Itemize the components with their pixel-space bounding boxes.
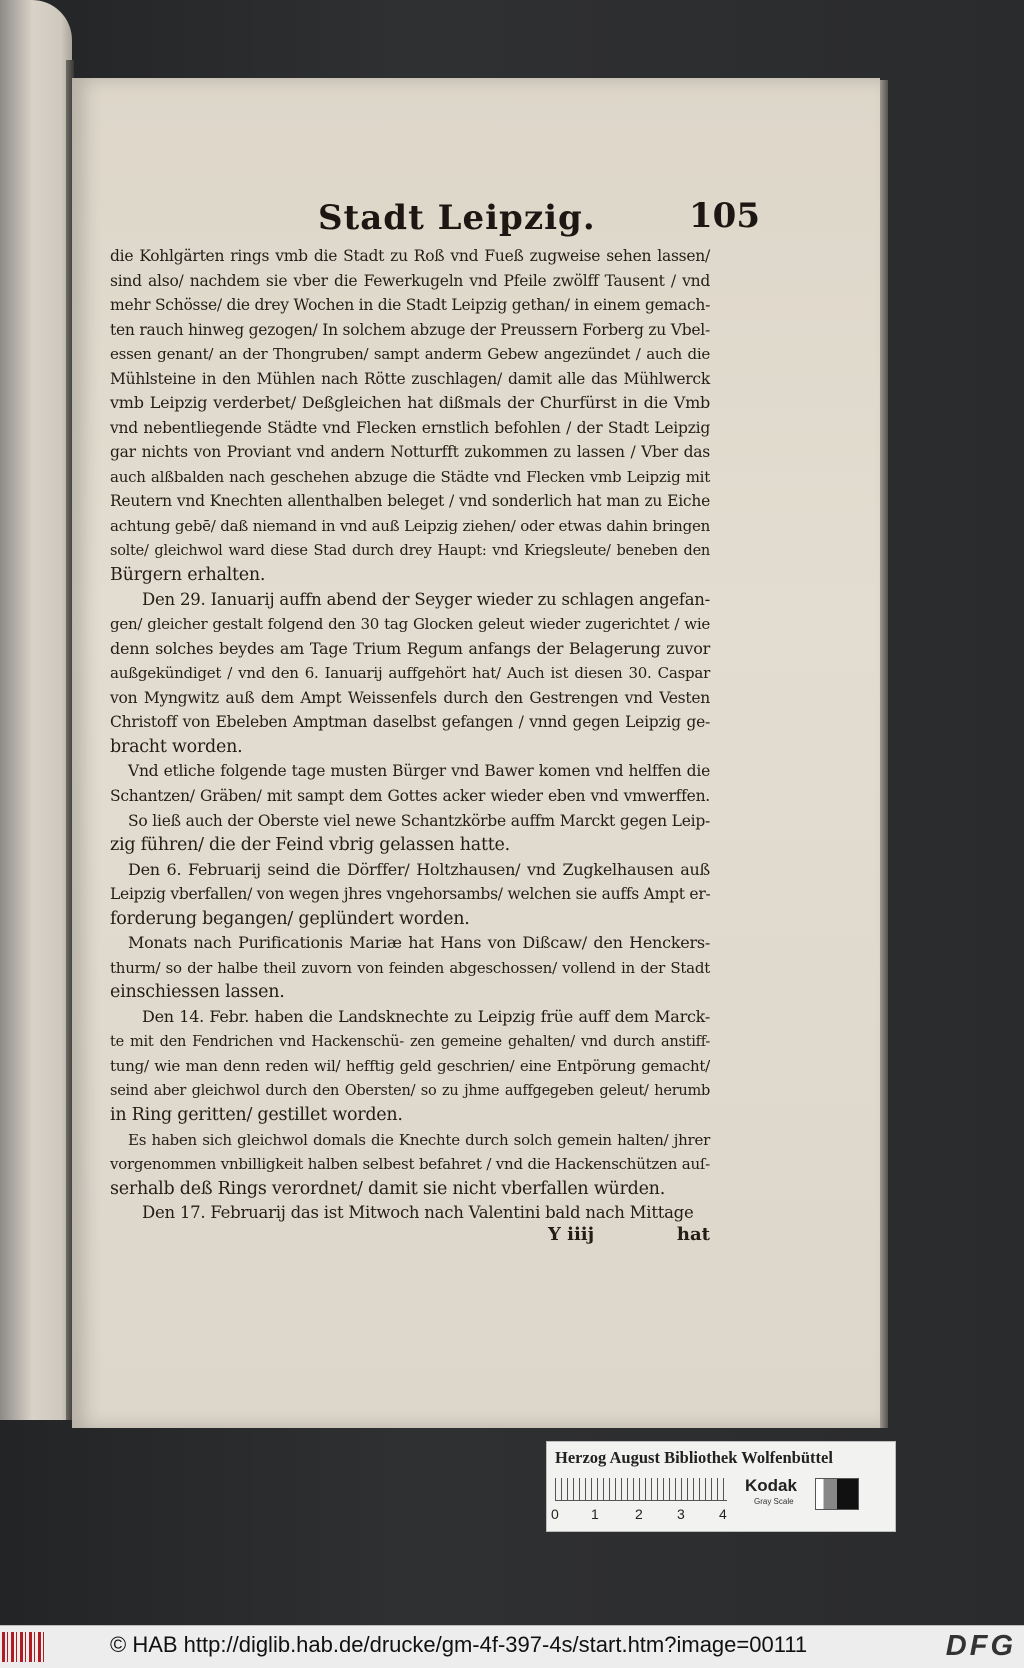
dfg-logo: DFG bbox=[945, 1630, 1016, 1662]
viewer-footer bbox=[0, 1625, 1024, 1668]
text-line: einschiessen lassen. bbox=[110, 982, 285, 1003]
text-line: Leipzig vberfallen/ von wegen jhres vngehorsambs/ welchen sie auffs Ampt er- bbox=[110, 885, 711, 904]
text-line: gar nichts von Proviant vnd andern Notturfft zukommen zu lassen / Vber das bbox=[110, 443, 710, 462]
text-line: ten rauch hinweg gezogen/ In solchem abzuge der Preussern Forberg zu Vbel- bbox=[110, 320, 710, 339]
text-line: vorgenommen vnbilligkeit halben selbest befahret / vnd die Hackenschützen auſ- bbox=[110, 1155, 710, 1174]
text-line: essen genant/ an der Thongruben/ sampt anderm Gebew angezündet / auch die bbox=[110, 345, 710, 364]
text-line: Christoff von Ebeleben Amptman daselbst gefangen / vnnd gegen Leipzig ge- bbox=[110, 713, 710, 732]
scale-number: 2 bbox=[635, 1506, 643, 1522]
text-line: vmb Leipzig verderbet/ Deßgleichen hat dißmals der Churfürst in die Vmb bbox=[110, 393, 710, 413]
text-line: auch alßbalden nach geschehen abzuge die Städte vnd Flecken vmb Leipzig mit bbox=[110, 467, 710, 486]
page-edge bbox=[880, 80, 888, 1428]
text-line: sind also/ nachdem sie vber die Fewerkugeln vnd Pfeile zwölff Tausent / vnd bbox=[110, 271, 710, 290]
library-name: Herzog August Bibliothek Wolfenbüttel bbox=[555, 1448, 833, 1467]
text-line: in Ring geritten/ gestillet worden. bbox=[110, 1105, 403, 1126]
text-line: te mit den Fendrichen vnd Hackenschü- zen gemeine gehalten/ vnd durch anstiff- bbox=[110, 1033, 710, 1050]
ruler-scale bbox=[555, 1478, 727, 1501]
left-page-fragment bbox=[0, 0, 72, 1420]
catchword: hat bbox=[676, 1224, 710, 1245]
text-line: Schantzen/ Gräben/ mit sampt dem Gottes acker wieder eben vnd vmwerffen. bbox=[110, 787, 710, 806]
scale-number: 3 bbox=[677, 1506, 685, 1522]
text-line: Bürgern erhalten. bbox=[110, 565, 266, 586]
text-line: gen/ gleicher gestalt folgend den 30 tag Glocken geleut wieder zugerichtet / wie bbox=[110, 615, 710, 634]
text-line: vnd nebentliegende Städte vnd Flecken ernstlich befohlen / der Stadt Leipzig bbox=[110, 418, 710, 437]
text-line: außgekündiget / vnd den 6. Ianuarij auffgehört hat/ Auch ist diesen 30. Caspar bbox=[110, 664, 710, 683]
text-line: solte/ gleichwol ward diese Stad durch drey Haupt: vnd Kriegsleute/ beneben den bbox=[110, 542, 710, 559]
text-line: Den 17. Februarij das ist Mitwoch nach Valentini bald nach Mittage bbox=[142, 1203, 694, 1223]
text-line: achtung gebē/ daß niemand in vnd auß Leipzig ziehen/ oder etwas dahin bringen bbox=[110, 517, 710, 536]
page-number: 105 bbox=[689, 196, 760, 236]
text-line: bracht worden. bbox=[110, 736, 243, 757]
signature-mark: Y iiij bbox=[548, 1224, 595, 1245]
gray-scale-label: Gray Scale bbox=[754, 1497, 794, 1506]
text-line: denn solches beydes am Tage Trium Regum anfangs der Belagerung zuvor bbox=[110, 638, 710, 658]
running-head: Stadt Leipzig. bbox=[318, 198, 596, 238]
hab-barcode-icon bbox=[2, 1632, 46, 1662]
body-text bbox=[110, 244, 710, 1226]
scale-number: 0 bbox=[551, 1506, 559, 1522]
gray-swatch bbox=[815, 1478, 859, 1510]
text-line: Mühlsteine in den Mühlen nach Rötte zuschlagen/ damit alle das Mühlwerck bbox=[110, 369, 710, 388]
text-line: Es haben sich gleichwol domals die Knechte durch solch gemein halten/ jhrer bbox=[128, 1130, 710, 1149]
ruler-numbers bbox=[551, 1506, 741, 1524]
kodak-brand: Kodak bbox=[745, 1476, 797, 1495]
copyright-link[interactable]: © HAB http://diglib.hab.de/drucke/gm-4f-397-4s/start.htm?image=00111 bbox=[110, 1632, 808, 1657]
text-line: Reutern vnd Knechten allenthalben beleget / vnd sonderlich hat man zu Eiche bbox=[110, 492, 710, 511]
text-line: von Myngwitz auß dem Ampt Weissenfels durch den Gestrengen vnd Vesten bbox=[110, 688, 710, 707]
page-footer-marks bbox=[110, 1224, 710, 1250]
text-line: tung/ wie man denn reden wil/ hefftig geld geschrien/ eine Entpörung gemacht/ bbox=[110, 1057, 710, 1076]
text-line: So ließ auch der Oberste viel newe Schantzkörbe auffm Marckt gegen Leip- bbox=[128, 811, 710, 830]
text-line: thurm/ so der halbe theil zuvorn von feinden abgeschossen/ vollend in der Stadt bbox=[110, 958, 710, 977]
scale-number: 1 bbox=[591, 1506, 599, 1522]
page-header bbox=[290, 198, 760, 248]
text-line: Den 6. Februarij seind die Dörffer/ Holtzhausen/ vnd Zugkelhausen auß bbox=[128, 859, 710, 879]
text-line: Den 29. Ianuarij auffn abend der Seyger wieder zu schlagen angefan- bbox=[142, 589, 710, 609]
text-line: Monats nach Purificationis Mariæ hat Hans von Dißcaw/ den Henckers- bbox=[128, 933, 710, 953]
scale-number: 4 bbox=[719, 1506, 727, 1522]
text-line: seind aber gleichwol durch den Obersten/ so zu jhme auffgegeben geleut/ herumb bbox=[110, 1082, 710, 1099]
text-line: Vnd etliche folgende tage musten Bürger vnd Bawer komen vnd helffen die bbox=[128, 762, 710, 781]
color-calibration-card bbox=[546, 1441, 896, 1532]
text-line: forderung begangen/ geplündert worden. bbox=[110, 908, 470, 929]
text-line: zig führen/ die der Feind vbrig gelassen hatte. bbox=[110, 835, 510, 856]
text-line: serhalb deß Rings verordnet/ damit sie nicht vberfallen würden. bbox=[110, 1178, 666, 1199]
text-line: die Kohlgärten rings vmb die Stadt zu Roß vnd Fueß zugweise sehen lassen/ bbox=[110, 247, 710, 265]
text-line: mehr Schösse/ die drey Wochen in die Stadt Leipzig gethan/ in einem gemach- bbox=[110, 296, 711, 315]
text-line: Den 14. Febr. haben die Landsknechte zu Leipzig früe auff dem Marck- bbox=[142, 1006, 710, 1026]
